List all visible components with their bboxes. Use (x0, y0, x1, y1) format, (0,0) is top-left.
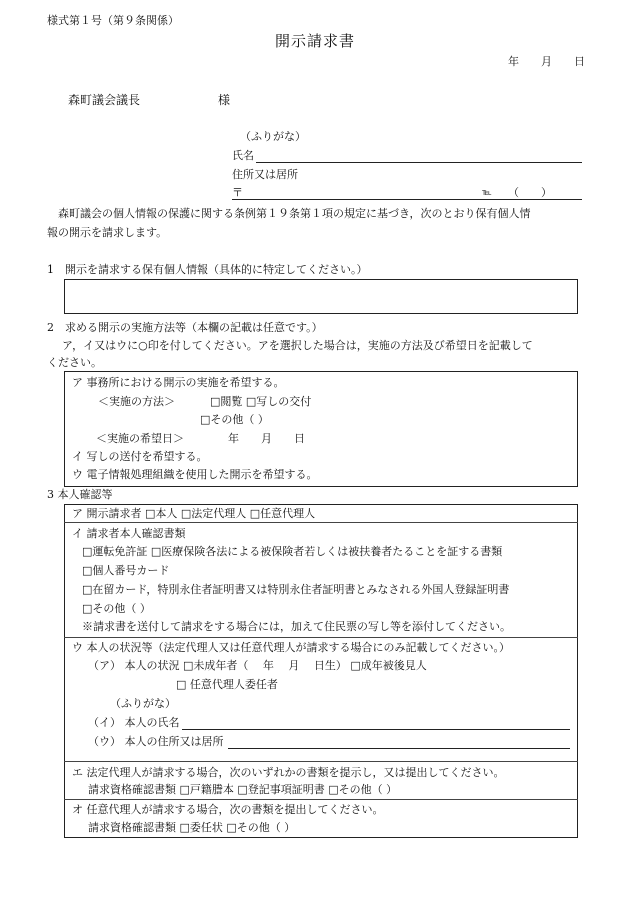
voluntary-rep-title: オ 任意代理人が請求する場合，次の書類を提出してください。 (72, 803, 384, 816)
requester-furigana-label: （ふりがな） (240, 130, 306, 143)
date-line: 年 月 日 (508, 55, 585, 68)
principal-status[interactable]: （ア） 本人の状況 □未成年者（ 年 月 日生） □成年被後見人 (88, 659, 427, 672)
voluntary-rep-docs[interactable]: 請求資格確認書類 □委任状 □その他（ ） (88, 821, 296, 834)
principal-name-field[interactable] (182, 729, 570, 730)
legal-rep-docs[interactable]: 請求資格確認書類 □戸籍謄本 □登記事項証明書 □その他（ ） (88, 783, 398, 796)
requester-address-label: 住所又は居所 (232, 168, 298, 181)
method-options-2[interactable]: □その他（ ） (200, 413, 269, 426)
divider (64, 799, 578, 800)
method-label: ＜実施の方法＞ (98, 395, 175, 408)
option-i-mail[interactable]: イ 写しの送付を希望する。 (72, 450, 208, 463)
legal-rep-title: エ 法定代理人が請求する場合，次のいずれかの書類を提示し，又は提出してください。 (72, 766, 505, 779)
requester-name-field[interactable] (256, 162, 582, 163)
id-doc-license[interactable]: □運転免許証 □医療保険各法による被保険者若しくは被扶養者たることを証する書類 (82, 545, 503, 558)
tel-label: ℡ (482, 188, 492, 198)
section3-heading: 3 本人確認等 (47, 488, 113, 501)
method-options-1[interactable]: □閲覧 □写しの交付 (210, 395, 312, 408)
tel-paren: （ ） (508, 186, 552, 199)
principal-address-label: （ウ） 本人の住所又は居所 (88, 735, 224, 748)
option-a-office[interactable]: ア 事務所における開示の実施を希望する。 (72, 376, 285, 389)
postal-mark: 〒 (232, 186, 243, 199)
requested-info-box[interactable] (64, 279, 578, 314)
addressee-honorific: 様 (218, 93, 231, 107)
principal-status-delegator[interactable]: □ 任意代理人委任者 (176, 678, 278, 691)
divider (64, 637, 578, 638)
date-label: ＜実施の希望日＞ (96, 432, 184, 445)
date-value[interactable]: 年 月 日 (228, 432, 305, 445)
id-doc-other[interactable]: □その他（ ） (82, 602, 151, 615)
principal-name-label: （イ） 本人の氏名 (88, 716, 180, 729)
document-title: 開示請求書 (274, 32, 355, 50)
section2-note-2: ください。 (47, 356, 102, 369)
divider (64, 522, 578, 523)
option-u-electronic[interactable]: ウ 電子情報処理組織を使用した開示を希望する。 (72, 468, 318, 481)
id-doc-residence[interactable]: □在留カード，特別永住者証明書又は特別永住者証明書とみなされる外国人登録証明書 (82, 583, 510, 596)
principal-address-field[interactable] (228, 748, 570, 749)
form-number: 様式第１号（第９条関係） (47, 14, 179, 27)
addressee-name: 森町議会議長 (68, 93, 141, 107)
id-docs-title: イ 請求者本人確認書類 (72, 527, 186, 540)
principal-status-title: ウ 本人の状況等（法定代理人又は任意代理人が請求する場合にのみ記載してください。） (72, 641, 510, 654)
section1-heading: 1 開示を請求する保有個人情報（具体的に特定してください。） (47, 263, 368, 276)
requester-type[interactable]: ア 開示請求者 □本人 □法定代理人 □任意代理人 (72, 507, 316, 520)
section2-heading: 2 求める開示の実施方法等（本欄の記載は任意です。） (47, 321, 323, 334)
principal-furigana-label: （ふりがな） (110, 697, 176, 710)
intro-line-2: 報の開示を請求します。 (47, 226, 168, 239)
id-doc-mynumber[interactable]: □個人番号カード (82, 564, 170, 577)
divider (64, 761, 578, 762)
requester-name-label: 氏名 (232, 149, 254, 162)
intro-line-1: 森町議会の個人情報の保護に関する条例第１９条第１項の規定に基づき，次のとおり保有個人情 (58, 207, 531, 220)
id-docs-note: ※請求書を送付して請求をする場合には，加えて住民票の写し等を添付してください。 (82, 620, 511, 633)
section2-note-1: ア，イ又はウに○印を付してください。アを選択した場合は，実施の方法及び希望日を記載して (62, 339, 533, 352)
requester-address-field[interactable] (232, 199, 582, 200)
